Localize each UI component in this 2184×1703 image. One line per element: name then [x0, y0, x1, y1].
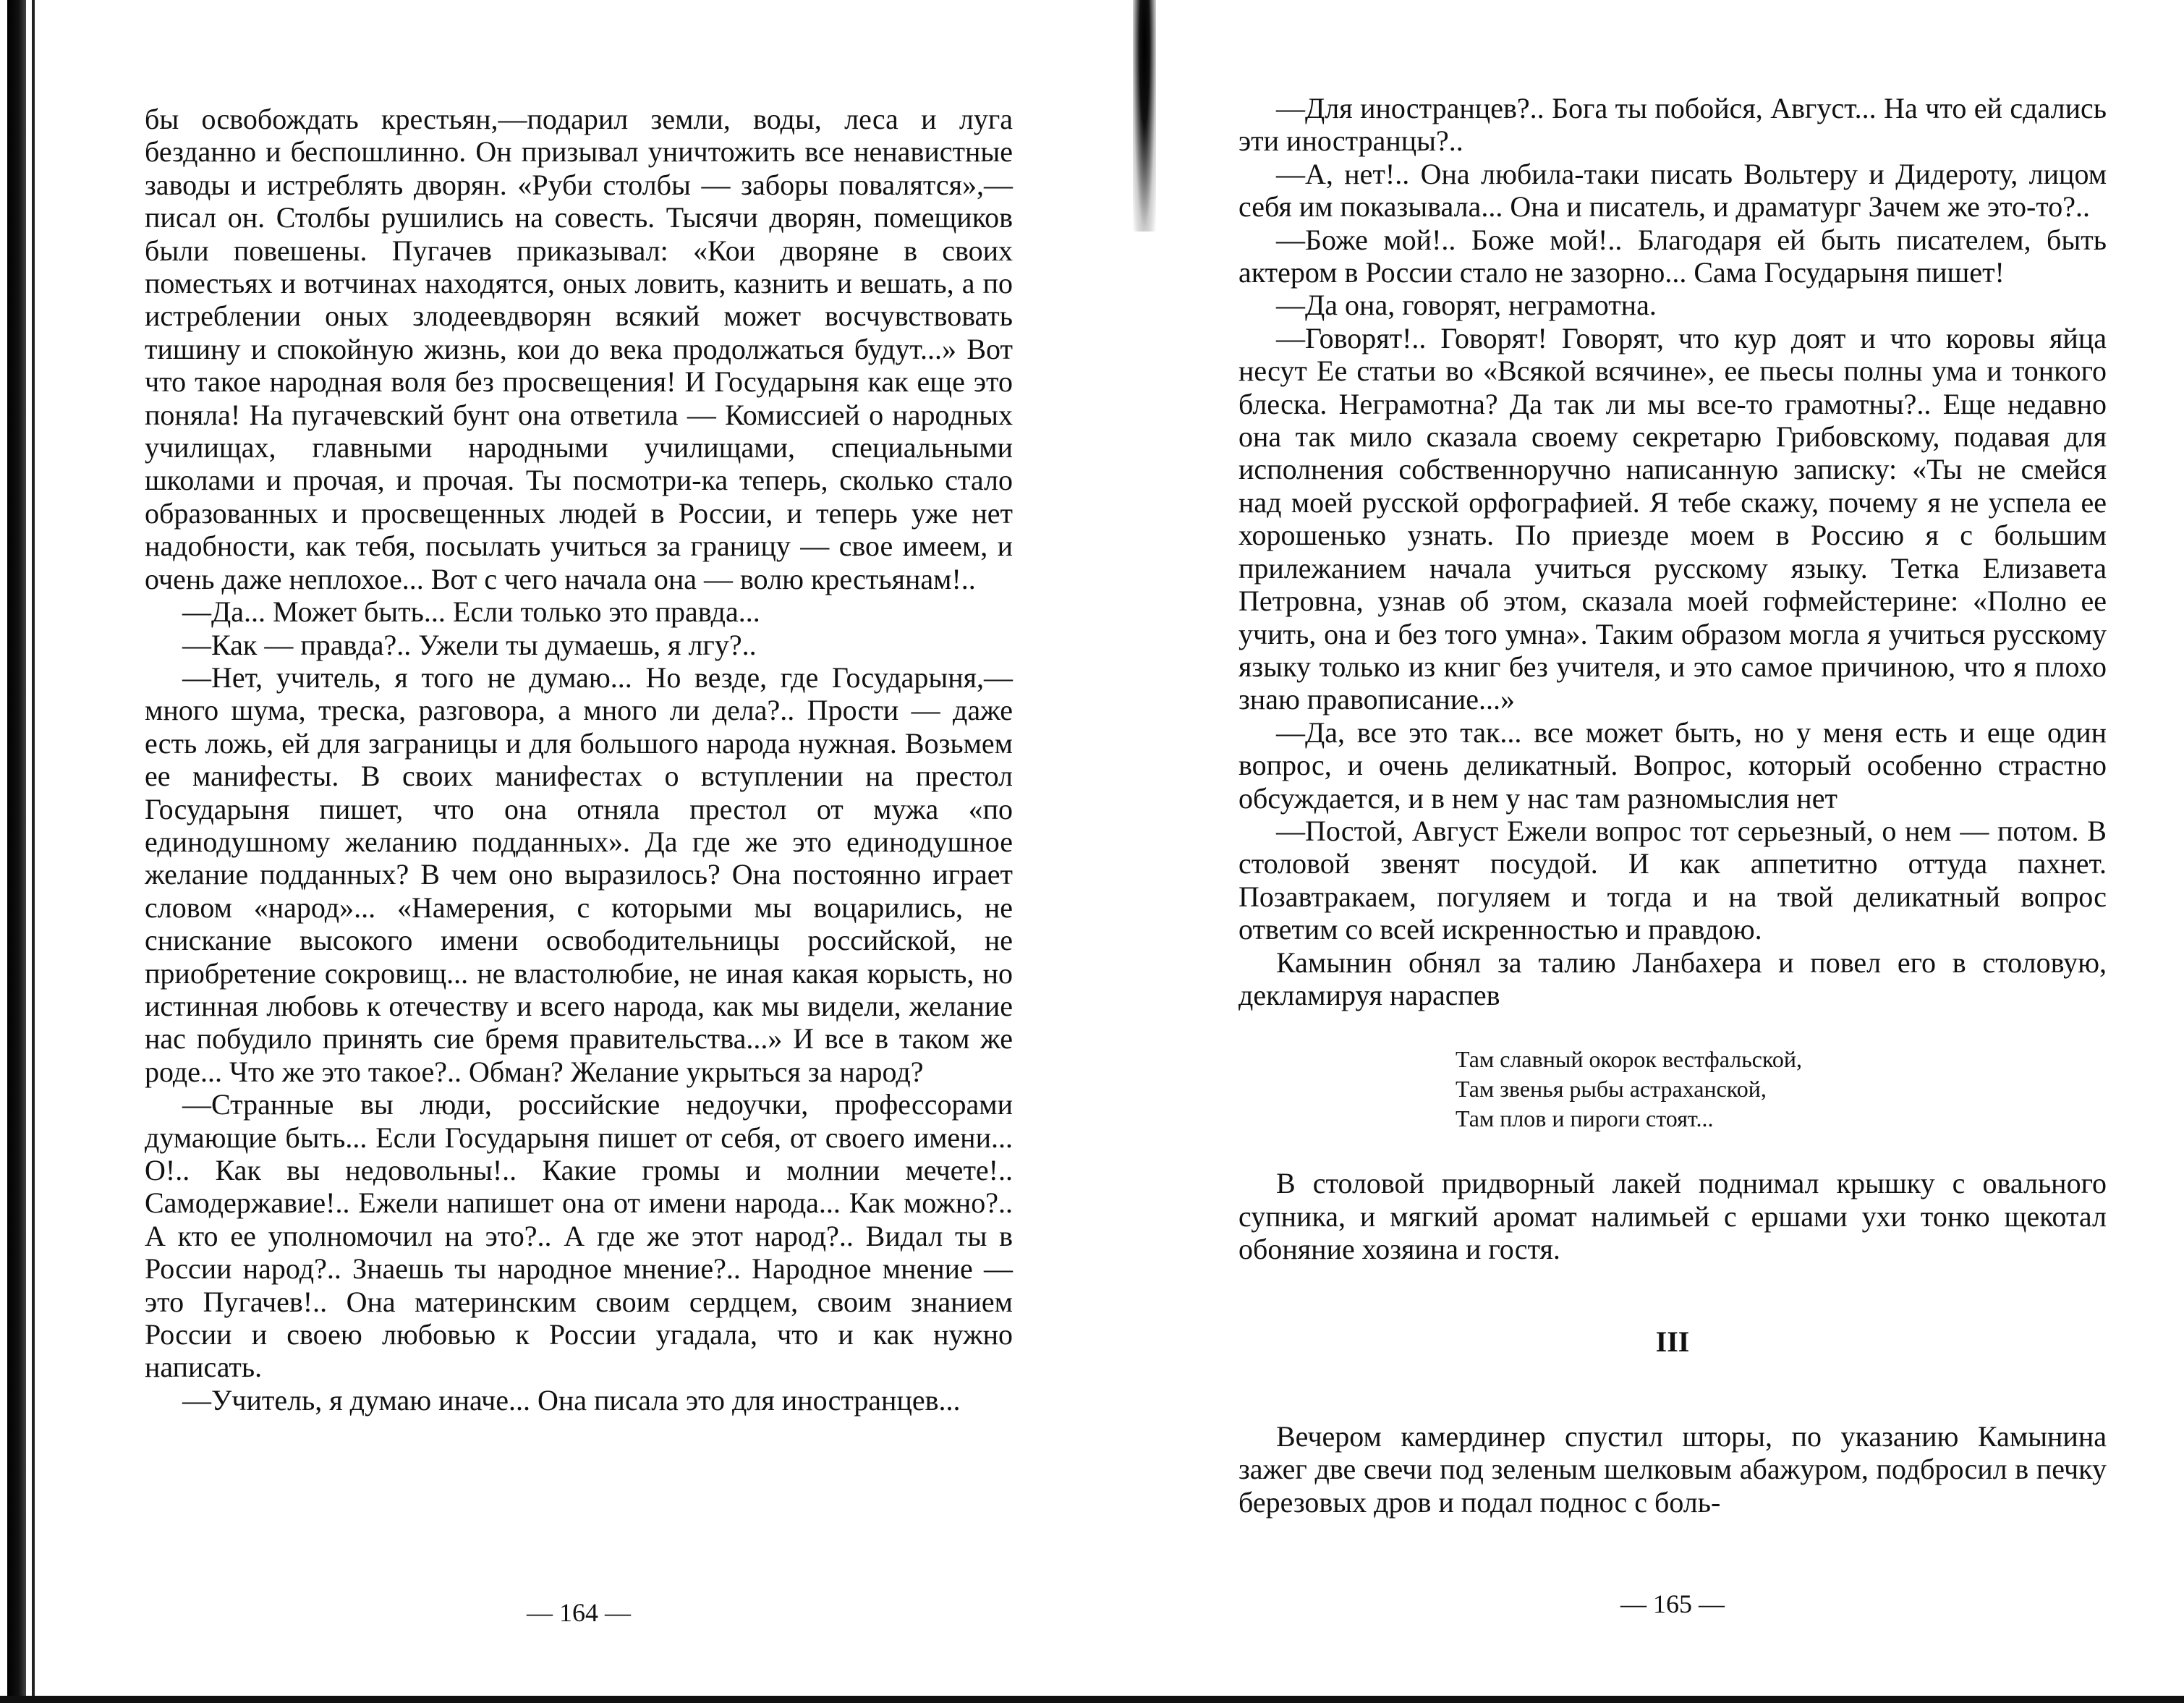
paragraph: Камынин обнял за талию Ланбахера и повел его в столовую, декламируя нараспев	[1238, 946, 2107, 1011]
paragraph: —Да, все это так... все может быть, но у меня есть и еще один вопрос, и очень деликатный. Вопрос, который особенно страстно обсуждается, и в нем у нас там разномыслия нет	[1238, 715, 2107, 815]
right-page	[1238, 0, 2107, 1703]
verse-line: Там плов и пироги стоят...	[1456, 1105, 1714, 1132]
verse-line: Там славный окорок вестфальской,	[1456, 1046, 1803, 1073]
page-number: — 164 —	[527, 1598, 631, 1627]
paragraph: —Нет, учитель, я того не думаю... Но везде, где Государыня,—много шума, треска, разговора, а много ли дела?.. Прости — даже есть ложь, ей для заграницы и для большого народа нужная. Возьмем ее манифесты. В своих манифестах о вступлении на престол Государыня пишет, что она отняла престол от мужа «по единодушному желанию подданных». Да где же это единодушное желание подданных? В чем оно выразилось? Она постоянно играет словом «народ»... «Намерения, с которыми мы воцарились, не снискание высокого имени освободительницы российской, не приобретение сокровищ... не властолюбие, не иная какая корысть, но истинная любовь к отечеству и всего народа, как мы видели, желание нас побудило принять сие бремя правительства...» И все в таком же роде... Что же это такое?.. Обман? Желание укрыться за народ?	[145, 661, 1013, 1088]
paragraph: —Учитель, я думаю иначе... Она писала это для иностранцев...	[182, 1383, 961, 1417]
paragraph: —А, нет!.. Она любила-таки писать Вольтеру и Дидероту, лицом себя им показывала... Она и писатель, и драматург Зачем же это-то?..	[1238, 157, 2107, 224]
paragraph: —Как — правда?.. Ужели ты думаешь, я лгу?..	[182, 628, 757, 661]
paragraph: В столовой придворный лакей поднимал крышку с овального супника, и мягкий аромат налимьей с ершами ухи тонко щекотал обоняние хозяина и гостя.	[1238, 1167, 2107, 1266]
gutter-shadow	[1133, 0, 1156, 232]
paragraph: Вечером камердинер спустил шторы, по указанию Камынина зажег две свечи под зеленым шелковым абажуром, подбросил в печку березовых дров и подал поднос с боль-	[1238, 1420, 2107, 1519]
left-page	[145, 0, 1013, 1703]
paragraph: —Да она, говорят, неграмотна.	[1276, 289, 1657, 322]
paragraph: —Для иностранцев?.. Бога ты побойся, Август... На что ей сдались эти иностранцы?..	[1238, 92, 2107, 158]
paragraph: —Говорят!.. Говорят! Говорят, что кур доят и что коровы яйца несут Ее статьи во «Всякой всячине», ее пьесы полны ума и тонкого блеска. Неграмотна? Да так ли мы все-то грамотны?.. Еще недавно она так мило сказала своему секретарю Грибовскому, подавая для исполнения собственноручно написанную записку: «Ты не смейся над моей русской орфографией. Я тебе скажу, почему я не успела ее хорошенько узнать. По приезде моем в Россию я с большим прилежанием начала учиться русскому языку. Тетка Елизавета Петровна, узнав об этом, сказала моей гофмейстерине: «Полно ее учить, она и без того умна». Таким образом могла я учиться русскому языку только из книг без учителя, и это самое причиною, что я плохо знаю правописание...»	[1238, 321, 2107, 716]
page-number: — 165 —	[1620, 1589, 1725, 1618]
verse-block	[1456, 1045, 2107, 1134]
right-page-text	[1238, 92, 2107, 1519]
chapter-heading: III	[1655, 1325, 1690, 1358]
verse-line: Там звенья рыбы астраханской,	[1456, 1076, 1767, 1103]
paragraph: бы освобождать крестьян,—подарил земли, воды, леса и луга безданно и беспошлинно. Он призывал уничтожить все ненавистные заводы и истреблять дворян. «Руби столбы — заборы повалятся»,—писал он. Столбы рушились на совесть. Тысячи дворян, помещиков были повешены. Пугачев приказывал: «Кои дворяне в своих поместьях и вотчинах находятся, оных ловить, казнить и вешать, а по истреблении оных злодеевдворян всякий может восчувствовать тишину и спокойную жизнь, кои до века продолжаться будут...» Вот что такое народная воля без просвещения! И Государыня как еще это поняла! На пугачевский бунт она ответила — Комиссией о народных училищах, главными народными училищами, специальными школами и прочая, и прочая. Ты посмотри-ка теперь, сколько стало образованных и просвещенных людей в России, и теперь уже нет надобности, как тебя, посылать учиться за границу — свое имеем, и очень даже неплохое... Вот с чего начала она — волю крестьянам!..	[145, 103, 1013, 595]
left-page-text	[145, 103, 1013, 1417]
book-edge-line	[32, 0, 35, 1703]
paragraph: —Постой, Август Ежели вопрос тот серьезный, о нем — потом. В столовой звенят посудой. И как аппетитно оттуда пахнет. Позавтракаем, погуляем и тогда и на твой деликатный вопрос ответим со всей искренностью и правдою.	[1238, 814, 2107, 946]
paragraph: —Да... Может быть... Если только это правда...	[182, 595, 760, 629]
paragraph: —Странные вы люди, российские недоучки, профессорами думающие быть... Если Государыня пишет от себя, от своего имени... О!.. Как вы недовольны!.. Какие громы и молнии мечете!.. Самодержавие!.. Ежели напишет она от имени народа... Как можно?.. А кто ее уполномочил на это?.. А где же этот народ?.. Видал ты в России народ?.. Знаешь ты народное мнение?.. Народное мнение — это Пугачев!.. Она материнским своим сердцем, своим знанием России и своею любовью к России угадала, что и как нужно написать.	[145, 1088, 1013, 1384]
book-edge-shadow	[7, 0, 26, 1703]
paragraph: —Боже мой!.. Боже мой!.. Благодаря ей быть писателем, быть актером в России стало не зазорно... Сама Государыня пишет!	[1238, 223, 2107, 289]
